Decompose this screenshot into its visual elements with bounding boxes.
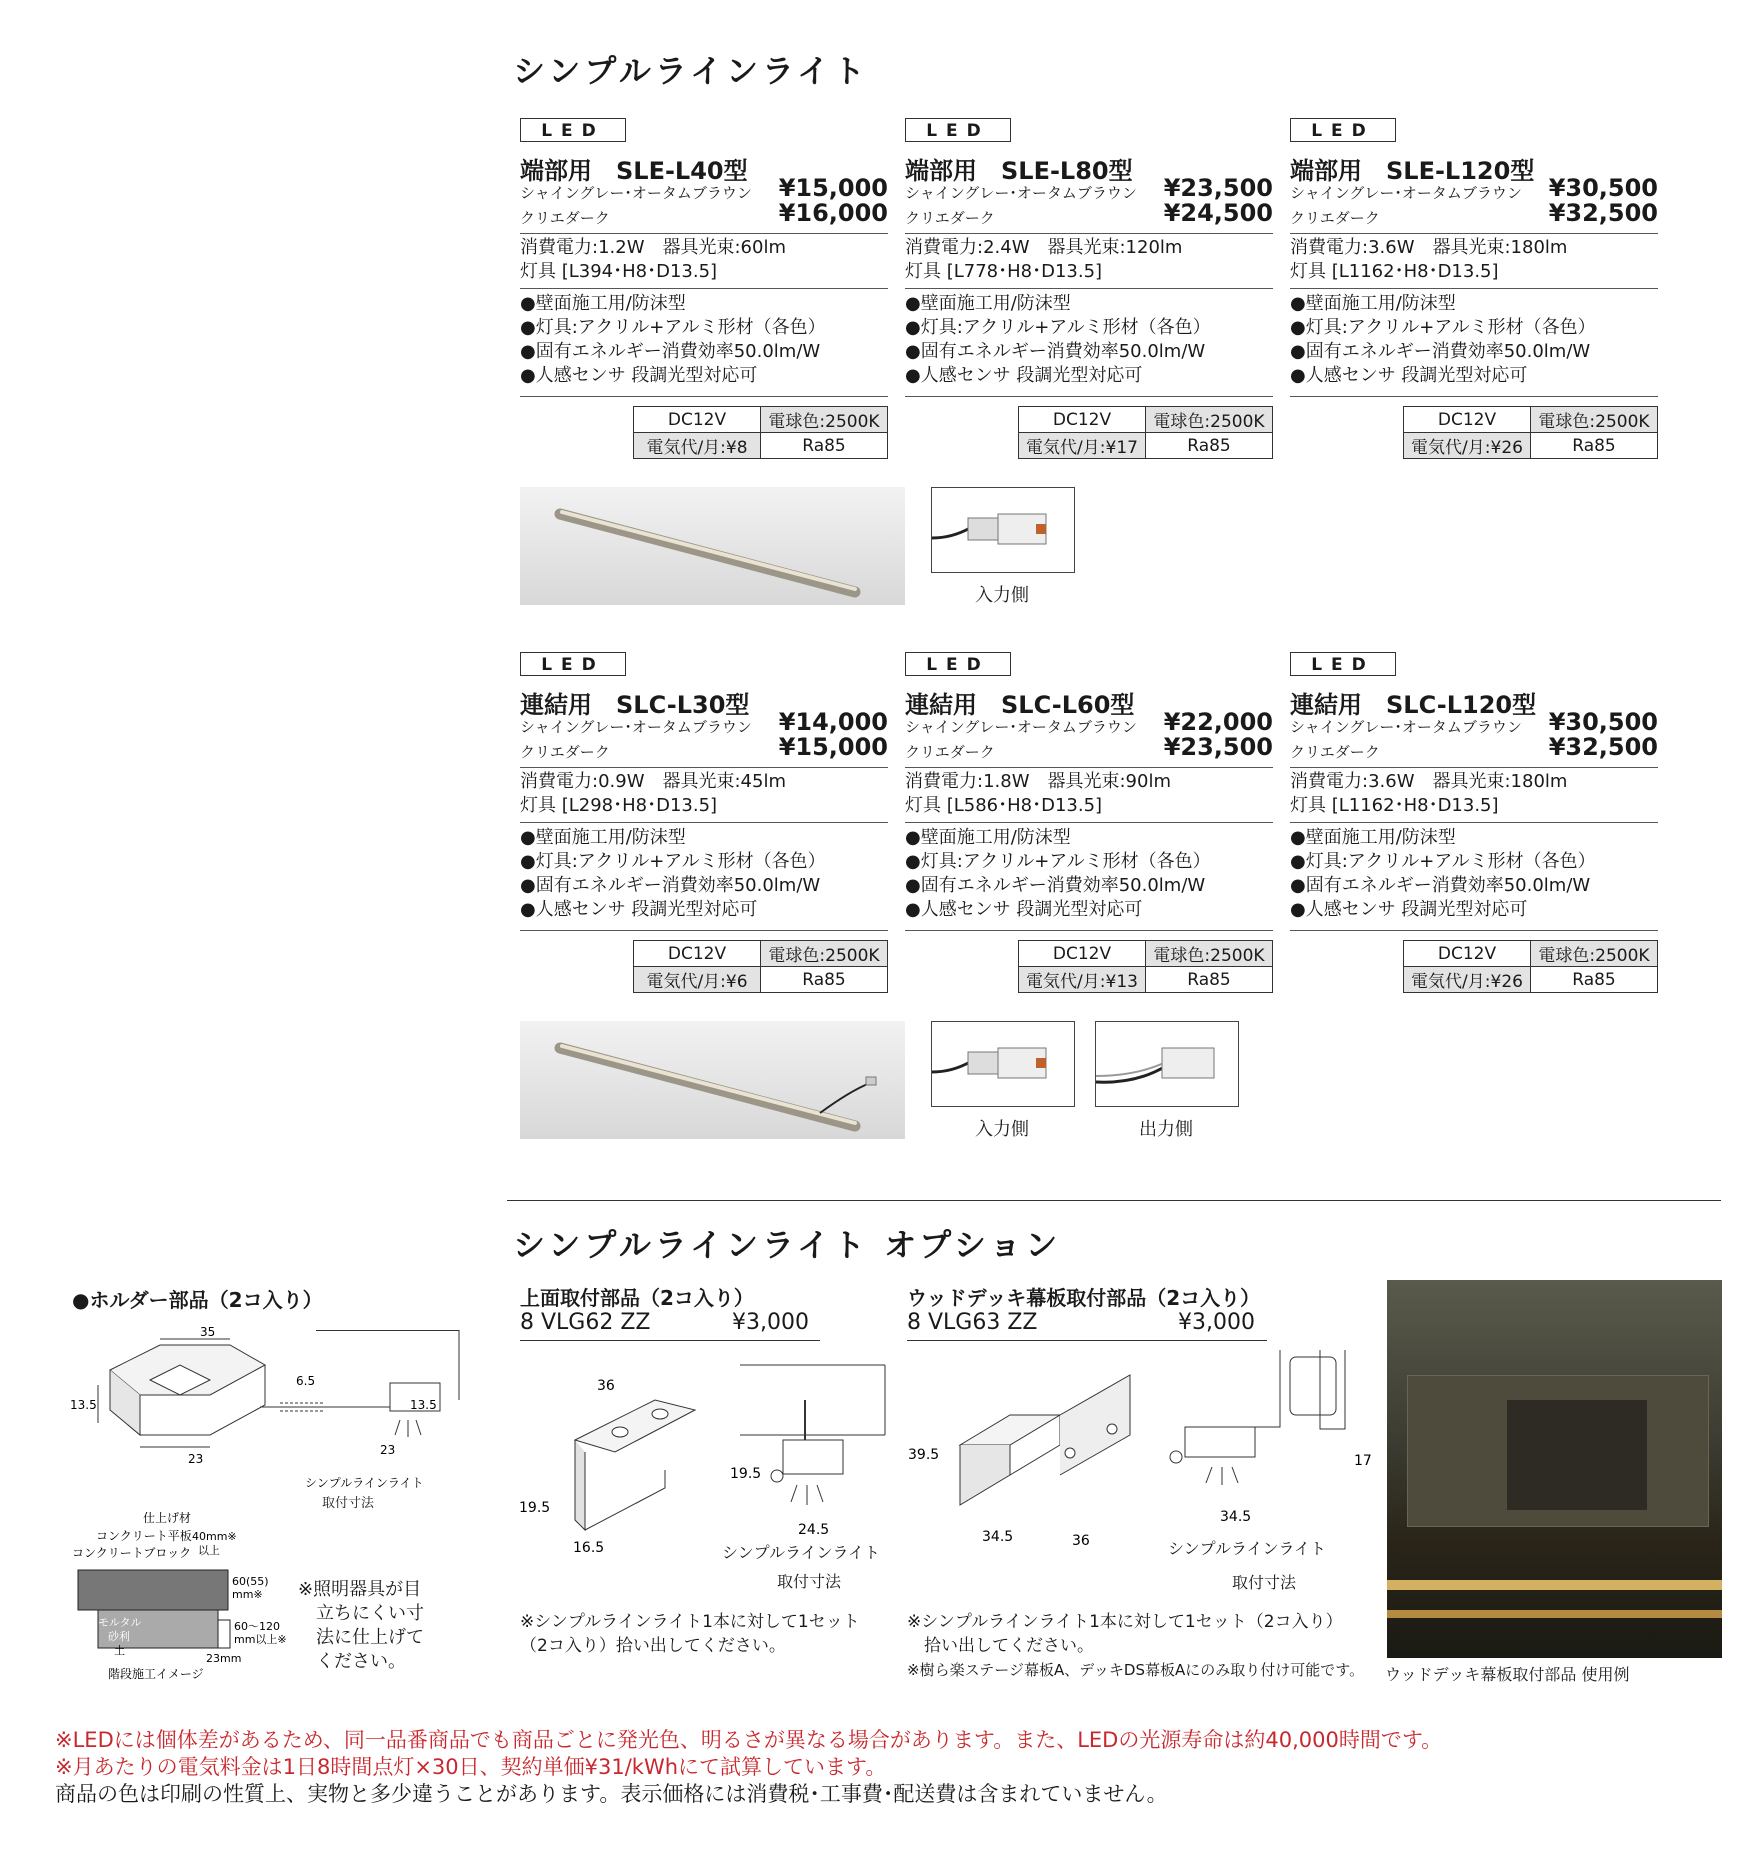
top-mount-title: 上面取付部品（2コ入り） — [520, 1286, 754, 1310]
variant-price-2: ¥32,500 — [1548, 199, 1658, 227]
top-mount-mount-label: 取付寸法 — [777, 1572, 842, 1591]
top-mount-rule — [520, 1340, 820, 1341]
product-photo-connect-type — [520, 1021, 905, 1139]
top-mount-light-label: シンプルラインライト — [722, 1543, 881, 1562]
feature-4: ●人感センサ 段調光型対応可 — [520, 899, 758, 920]
connector-input-image-2 — [931, 1021, 1075, 1107]
ra-cell: Ra85 — [761, 433, 888, 459]
dims-spec: 灯具 [L1162･H8･D13.5] — [1290, 795, 1499, 816]
ra-cell: Ra85 — [1146, 433, 1273, 459]
variant-price-1: ¥23,500 — [1163, 174, 1273, 202]
stair-slab: コンクリート平板 — [96, 1529, 192, 1543]
variant-price-1: ¥30,500 — [1548, 174, 1658, 202]
feature-3: ●固有エネルギー消費効率50.0lm/W — [905, 875, 1206, 896]
deck-mount-mount-label: 取付寸法 — [1232, 1573, 1297, 1592]
options-title: シンプルラインライト オプション — [513, 1226, 1062, 1264]
stair-above: 以上 — [198, 1544, 220, 1557]
variant-row-2 — [1290, 199, 1658, 231]
light-bar-image-2 — [520, 1021, 905, 1139]
divider — [905, 288, 1273, 289]
deck-mount-note: ※シンプルラインライト1本に対して1セット（2コ入り） 拾い出してください。 — [907, 1612, 1343, 1656]
product-card — [1290, 118, 1658, 468]
footer-note-led: ※LEDには個体差があるため、同一品番商品でも商品ごとに発光色、明るさが異なる場合があります。また、LEDの光源寿命は約40,000時間です。 — [55, 1728, 1443, 1752]
variant-name-2: クリエダーク — [520, 743, 610, 761]
monthly-cost-cell: 電気代/月:¥17 — [1019, 433, 1146, 459]
dims-spec: 灯具 [L1162･H8･D13.5] — [1290, 261, 1499, 282]
variant-price-2: ¥23,500 — [1163, 733, 1273, 761]
power-spec: 消費電力:1.8W 器具光束:90lm — [905, 771, 1171, 792]
product-model: 端部用 SLE-L80型 — [905, 157, 1133, 185]
variant-name-2: クリエダーク — [1290, 743, 1380, 761]
dim-36: 36 — [597, 1378, 615, 1394]
feature-2: ●灯具:アクリル+アルミ形材（各色） — [905, 317, 1211, 338]
variant-price-1: ¥30,500 — [1548, 708, 1658, 736]
power-spec: 消費電力:0.9W 器具光束:45lm — [520, 771, 786, 792]
deck-usage-photo — [1387, 1280, 1722, 1658]
variant-row-2 — [905, 199, 1273, 231]
voltage-cell: DC12V — [1404, 407, 1531, 433]
feature-4: ●人感センサ 段調光型対応可 — [520, 365, 758, 386]
deck-mount-code: 8 VLG63 ZZ — [907, 1310, 1038, 1335]
connector-output-image — [1095, 1021, 1239, 1107]
light-bar-image — [520, 487, 905, 605]
variant-price-2: ¥24,500 — [1163, 199, 1273, 227]
monthly-cost-cell: 電気代/月:¥13 — [1019, 967, 1146, 993]
footer-note-color: 商品の色は印刷の性質上、実物と多少違うことがあります。表示価格には消費税･工事費･配送費は含まれていません。 — [55, 1782, 1168, 1806]
monthly-cost-cell: 電気代/月:¥26 — [1404, 967, 1531, 993]
led-badge: LED — [1290, 652, 1396, 676]
variant-price-1: ¥15,000 — [778, 174, 888, 202]
divider — [520, 288, 888, 289]
product-card — [1290, 652, 1658, 1002]
feature-1: ●壁面施工用/防沫型 — [520, 827, 686, 848]
variant-row-2 — [520, 199, 888, 231]
voltage-cell: DC12V — [1019, 941, 1146, 967]
variant-name-1: シャイングレー･オータムブラウン — [905, 184, 1137, 202]
variant-price-1: ¥14,000 — [778, 708, 888, 736]
ra-cell: Ra85 — [761, 967, 888, 993]
dim-24-5: 24.5 — [798, 1522, 830, 1538]
color-temp-cell: 電球色:2500K — [1531, 941, 1658, 967]
divider — [520, 930, 888, 931]
divider — [520, 233, 888, 234]
stair-block: コンクリートブロック — [72, 1546, 192, 1560]
output-side-caption: 出力側 — [1139, 1119, 1193, 1140]
power-spec: 消費電力:1.2W 器具光束:60lm — [520, 237, 786, 258]
spec-table — [1403, 406, 1658, 459]
dim-19-5b: 19.5 — [730, 1466, 762, 1482]
color-temp-cell: 電球色:2500K — [1531, 407, 1658, 433]
feature-1: ●壁面施工用/防沫型 — [905, 293, 1071, 314]
variant-name-1: シャイングレー･オータムブラウン — [520, 718, 752, 736]
deck-mount-light-label: シンプルラインライト — [1168, 1539, 1327, 1558]
holder-light-label: シンプルラインライト — [305, 1476, 424, 1490]
divider — [1290, 288, 1658, 289]
variant-price-2: ¥16,000 — [778, 199, 888, 227]
feature-2: ●灯具:アクリル+アルミ形材（各色） — [520, 851, 826, 872]
monthly-cost-cell: 電気代/月:¥6 — [634, 967, 761, 993]
variant-name-2: クリエダーク — [905, 209, 995, 227]
variant-row-2 — [1290, 733, 1658, 765]
power-spec: 消費電力:3.6W 器具光束:180lm — [1290, 237, 1568, 258]
deck-mount-rule — [907, 1340, 1267, 1341]
divider — [1290, 233, 1658, 234]
spec-table — [633, 406, 888, 459]
color-temp-cell: 電球色:2500K — [1146, 407, 1273, 433]
variant-name-1: シャイングレー･オータムブラウン — [905, 718, 1137, 736]
feature-3: ●固有エネルギー消費効率50.0lm/W — [1290, 341, 1591, 362]
dims-spec: 灯具 [L586･H8･D13.5] — [905, 795, 1103, 816]
stair-gravel: 砂利 — [108, 1630, 130, 1643]
divider — [905, 767, 1273, 768]
divider — [1290, 767, 1658, 768]
divider — [905, 233, 1273, 234]
variant-row-2 — [905, 733, 1273, 765]
divider — [905, 396, 1273, 397]
stair-construction-drawing — [68, 1510, 298, 1680]
feature-1: ●壁面施工用/防沫型 — [520, 293, 686, 314]
holder-title: ●ホルダー部品（2コ入り） — [72, 1288, 323, 1312]
monthly-cost-cell: 電気代/月:¥8 — [634, 433, 761, 459]
dim-19-5: 19.5 — [519, 1500, 551, 1516]
feature-3: ●固有エネルギー消費効率50.0lm/W — [905, 341, 1206, 362]
led-badge: LED — [520, 118, 626, 142]
spec-table — [1018, 940, 1273, 993]
stair-soil: 土 — [114, 1644, 125, 1657]
divider — [1290, 396, 1658, 397]
product-card — [520, 118, 888, 468]
divider — [905, 822, 1273, 823]
variant-price-1: ¥22,000 — [1163, 708, 1273, 736]
product-card — [905, 118, 1273, 468]
dim-34-5b: 34.5 — [1220, 1509, 1252, 1525]
top-mount-note: ※シンプルラインライト1本に対して1セット （2コ入り）拾い出してください。 — [520, 1612, 860, 1656]
divider — [520, 396, 888, 397]
divider — [520, 767, 888, 768]
feature-4: ●人感センサ 段調光型対応可 — [1290, 899, 1528, 920]
variant-price-2: ¥32,500 — [1548, 733, 1658, 761]
voltage-cell: DC12V — [634, 941, 761, 967]
dim-23: 23 — [188, 1452, 204, 1466]
feature-1: ●壁面施工用/防沫型 — [1290, 827, 1456, 848]
dim-6-5: 6.5 — [296, 1374, 316, 1388]
stair-image-label: 階段施工イメージ — [108, 1667, 204, 1681]
divider — [1290, 930, 1658, 931]
variant-name-2: クリエダーク — [905, 743, 995, 761]
spec-table — [1018, 406, 1273, 459]
feature-2: ●灯具:アクリル+アルミ形材（各色） — [1290, 851, 1596, 872]
holder-note: ※照明器具が目 立ちにくい寸 法に仕上げて ください。 — [298, 1579, 424, 1672]
variant-price-2: ¥15,000 — [778, 733, 888, 761]
feature-2: ●灯具:アクリル+アルミ形材（各色） — [1290, 317, 1596, 338]
divider — [1290, 822, 1658, 823]
deck-mount-title: ウッドデッキ幕板取付部品（2コ入り） — [907, 1286, 1261, 1310]
power-spec: 消費電力:3.6W 器具光束:180lm — [1290, 771, 1568, 792]
variant-name-1: シャイングレー･オータムブラウン — [520, 184, 752, 202]
top-mount-price: ¥3,000 — [732, 1310, 809, 1335]
input-side-caption-1: 入力側 — [975, 585, 1029, 606]
spec-table — [1403, 940, 1658, 993]
variant-row-2 — [520, 733, 888, 765]
product-model: 端部用 SLE-L40型 — [520, 157, 748, 185]
stair-mortar: モルタル — [98, 1616, 142, 1629]
dims-spec: 灯具 [L298･H8･D13.5] — [520, 795, 718, 816]
stair-d40: 40mm※ — [192, 1530, 237, 1543]
feature-4: ●人感センサ 段調光型対応可 — [1290, 365, 1528, 386]
led-badge: LED — [520, 652, 626, 676]
dims-spec: 灯具 [L394･H8･D13.5] — [520, 261, 718, 282]
feature-4: ●人感センサ 段調光型対応可 — [905, 899, 1143, 920]
divider — [520, 822, 888, 823]
product-model: 連結用 SLC-L60型 — [905, 691, 1135, 719]
variant-name-1: シャイングレー･オータムブラウン — [1290, 718, 1522, 736]
spec-table — [633, 940, 888, 993]
feature-1: ●壁面施工用/防沫型 — [905, 827, 1071, 848]
holder-mount-label: 取付寸法 — [322, 1496, 375, 1511]
photo-caption: ウッドデッキ幕板取付部品 使用例 — [1385, 1665, 1630, 1684]
dim-39-5: 39.5 — [908, 1447, 940, 1463]
dim-34-5: 34.5 — [982, 1529, 1014, 1545]
stair-finish: 仕上げ材 — [143, 1511, 192, 1525]
divider — [905, 930, 1273, 931]
product-model: 端部用 SLE-L120型 — [1290, 157, 1535, 185]
product-photo-end-type — [520, 487, 905, 605]
dim-13-5b: 13.5 — [410, 1398, 437, 1412]
stair-d60-120: 60〜120 — [234, 1620, 280, 1633]
monthly-cost-cell: 電気代/月:¥26 — [1404, 433, 1531, 459]
feature-3: ●固有エネルギー消費効率50.0lm/W — [520, 341, 821, 362]
product-card — [520, 652, 888, 1002]
variant-name-2: クリエダーク — [1290, 209, 1380, 227]
feature-2: ●灯具:アクリル+アルミ形材（各色） — [520, 317, 826, 338]
top-mount-drawing — [515, 1360, 895, 1560]
ra-cell: Ra85 — [1146, 967, 1273, 993]
top-mount-code: 8 VLG62 ZZ — [520, 1310, 651, 1335]
dims-spec: 灯具 [L778･H8･D13.5] — [905, 261, 1103, 282]
color-temp-cell: 電球色:2500K — [761, 407, 888, 433]
led-badge: LED — [905, 118, 1011, 142]
variant-name-2: クリエダーク — [520, 209, 610, 227]
section-title: シンプルラインライト — [513, 52, 870, 90]
product-model: 連結用 SLC-L120型 — [1290, 691, 1537, 719]
stair-mm-above: mm以上※ — [234, 1633, 287, 1646]
stair-d60: 60(55) — [232, 1575, 269, 1588]
voltage-cell: DC12V — [1404, 941, 1531, 967]
holder-part-drawing — [60, 1325, 460, 1490]
deck-mount-note2: ※樹ら楽ステージ幕板A、デッキDS幕板Aにのみ取り付け可能です。 — [907, 1661, 1365, 1679]
dim-16-5: 16.5 — [573, 1540, 605, 1556]
section-divider — [507, 1200, 1721, 1201]
feature-3: ●固有エネルギー消費効率50.0lm/W — [520, 875, 821, 896]
product-card — [905, 652, 1273, 1002]
feature-4: ●人感センサ 段調光型対応可 — [905, 365, 1143, 386]
power-spec: 消費電力:2.4W 器具光束:120lm — [905, 237, 1183, 258]
input-side-caption-2: 入力側 — [975, 1119, 1029, 1140]
dim-17: 17 — [1354, 1453, 1372, 1469]
feature-2: ●灯具:アクリル+アルミ形材（各色） — [905, 851, 1211, 872]
stair-d23: 23mm — [206, 1652, 242, 1665]
dim-23b: 23 — [380, 1443, 396, 1457]
color-temp-cell: 電球色:2500K — [761, 941, 888, 967]
deck-mount-price: ¥3,000 — [1178, 1310, 1255, 1335]
footer-note-cost: ※月あたりの電気料金は1日8時間点灯×30日、契約単価¥31/kWhにて試算しています。 — [55, 1755, 887, 1779]
voltage-cell: DC12V — [1019, 407, 1146, 433]
connector-input-image-1 — [931, 487, 1075, 573]
dim-35: 35 — [200, 1325, 216, 1339]
color-temp-cell: 電球色:2500K — [1146, 941, 1273, 967]
led-badge: LED — [1290, 118, 1396, 142]
stair-mm-note: mm※ — [232, 1588, 263, 1601]
product-model: 連結用 SLC-L30型 — [520, 691, 750, 719]
ra-cell: Ra85 — [1531, 433, 1658, 459]
voltage-cell: DC12V — [634, 407, 761, 433]
dim-13-5: 13.5 — [70, 1398, 97, 1412]
feature-1: ●壁面施工用/防沫型 — [1290, 293, 1456, 314]
feature-3: ●固有エネルギー消費効率50.0lm/W — [1290, 875, 1591, 896]
ra-cell: Ra85 — [1531, 967, 1658, 993]
variant-name-1: シャイングレー･オータムブラウン — [1290, 184, 1522, 202]
led-badge: LED — [905, 652, 1011, 676]
dim-36b: 36 — [1072, 1533, 1090, 1549]
